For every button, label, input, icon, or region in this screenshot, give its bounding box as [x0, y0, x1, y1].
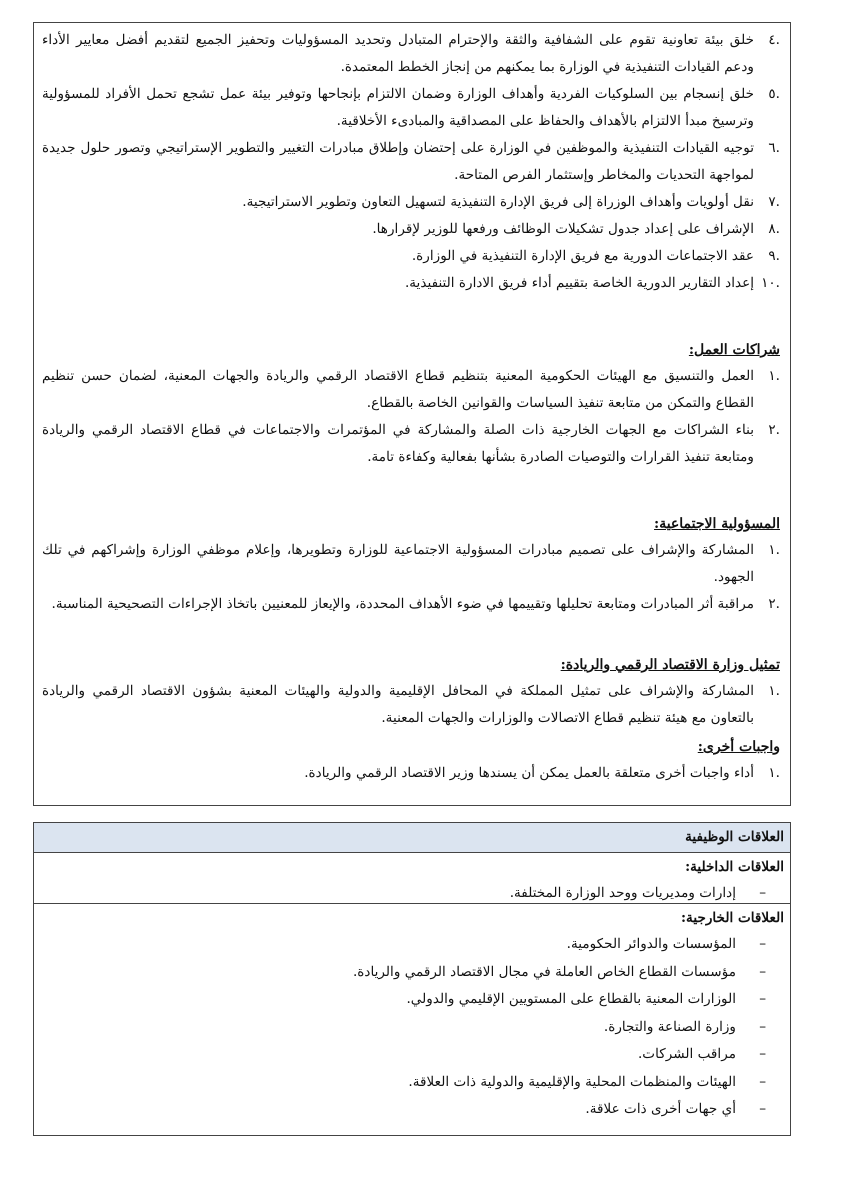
dash-bullet: – — [759, 885, 766, 901]
item-number: .٦ — [768, 140, 780, 156]
item-number: .٥ — [768, 86, 780, 102]
item-text: مراقبة أثر المبادرات ومتابعة تحليلها وتقييمها في ضوء الأهداف المحددة، والإيعاز للمعنيين باتخاذ الإجراءات التصحيحية المناسبة. — [51, 596, 754, 612]
duties-box — [33, 22, 791, 806]
item-text: المشاركة والإشراف على تصميم مبادرات المسؤولية الاجتماعية للوزارة وتطويرها، وإعلام موظفي الوزارة وإشراكهم في تلك الجهود. — [42, 542, 754, 585]
item-text: خلق بيئة تعاونية تقوم على الشفافية والثقة والإحترام المتبادل وتحديد المسؤوليات وتحفيز الجميع لتقديم أفضل معايير الأداء ودعم القيادات التنفيذية في الوزارة بما يمكنهم من إنجاز الخطط المعتمدة. — [42, 32, 754, 75]
list-item — [42, 135, 780, 189]
dash-bullet: – — [759, 1046, 766, 1062]
item-text: إعداد التقارير الدورية الخاصة بتقييم أداء فريق الادارة التنفيذية. — [404, 275, 754, 291]
item-text: وزارة الصناعة والتجارة. — [603, 1018, 736, 1035]
dash-bullet: – — [759, 1101, 766, 1117]
internal-relations — [34, 853, 790, 904]
internal-relations-list — [40, 880, 784, 908]
list-item — [42, 417, 780, 471]
list-item — [40, 1014, 784, 1042]
dash-bullet: – — [759, 991, 766, 1007]
list-item — [40, 1041, 784, 1069]
item-text: توجيه القيادات التنفيذية والموظفين في الوزارة على إحتضان وإطلاق مبادرات التغيير والتطوير الإستراتيجي وتصور حلول جديدة لمواجهة التحديات والمخاطر وإستثمار الفرص المتاحة. — [42, 140, 754, 183]
item-number: .١ — [768, 542, 780, 558]
continued-duties-list — [42, 27, 780, 297]
other-duties-list — [42, 760, 780, 787]
representation-list — [42, 678, 780, 732]
list-item — [40, 986, 784, 1014]
item-text: أداء واجبات أخرى متعلقة بالعمل يمكن أن يسندها وزير الاقتصاد الرقمي والريادة. — [304, 765, 754, 781]
item-text: الوزارات المعنية بالقطاع على المستويين الإقليمي والدولي. — [406, 991, 736, 1007]
internal-relations-title: العلاقات الداخلية: — [685, 859, 784, 875]
item-number: .٨ — [768, 221, 780, 237]
item-text: مؤسسات القطاع الخاص العاملة في مجال الاقتصاد الرقمي والريادة. — [352, 963, 736, 980]
dash-bullet: – — [759, 963, 766, 980]
item-text: خلق إنسجام بين السلوكيات الفردية وأهداف الوزارة وضمان الالتزام بإنجاحها وتوفير بيئة عمل تشجع تحمل الأفراد للمسؤولية وترسيخ مبدأ الالتزام بالأهداف والحفاظ على المصداقية والمبادىء الأخلاقية. — [42, 86, 754, 129]
section-title-representation: تمثيل وزارة الاقتصاد الرقمي والريادة: — [560, 657, 780, 673]
list-item — [40, 959, 784, 987]
item-text: بناء الشراكات مع الجهات الخارجية ذات الصلة والمشاركة في المؤتمرات والاجتماعات في قطاع الاقتصاد الرقمي والريادة ومتابعة تنفيذ القرارات والتوصيات الصادرة بشأنها بفعالية وكفاءة تامة. — [42, 422, 754, 465]
item-number: .١ — [768, 765, 780, 781]
item-text: نقل أولويات وأهداف الوزراة إلى فريق الإدارة التنفيذية لتسهيل التعاون وتطوير الاستراتيجية. — [242, 194, 754, 210]
item-text: إدارات ومديريات ووحد الوزارة المختلفة. — [509, 885, 736, 901]
item-text: العمل والتنسيق مع الهيئات الحكومية المعنية بتنظيم قطاع الاقتصاد الرقمي والريادة والجهات المعنية، لضمان حسن تنظيم القطاع والتمكن من متابعة تنفيذ السياسات والقوانين الخاصة بالقطاع. — [42, 368, 754, 411]
item-number: .٩ — [768, 248, 780, 264]
item-text: عقد الاجتماعات الدورية مع فريق الإدارة التنفيذية في الوزارة. — [411, 248, 754, 264]
list-item — [42, 591, 780, 618]
section-title-social-responsibility: المسؤولية الاجتماعية: — [654, 516, 780, 532]
item-text: أي جهات أخرى ذات علاقة. — [585, 1101, 736, 1117]
relations-table — [33, 822, 791, 1136]
item-number: .٤ — [768, 32, 780, 48]
list-item — [40, 880, 784, 908]
item-text: الهيئات والمنظمات المحلية والإقليمية والدولية ذات العلاقة. — [408, 1073, 736, 1090]
dash-bullet: – — [759, 1073, 766, 1090]
list-item — [42, 27, 780, 81]
item-text: مراقب الشركات. — [637, 1046, 736, 1062]
list-item — [40, 931, 784, 959]
list-item — [42, 189, 780, 216]
list-item — [42, 243, 780, 270]
list-item — [42, 537, 780, 591]
list-item — [42, 81, 780, 135]
item-number: .١ — [768, 683, 780, 699]
list-item — [42, 363, 780, 417]
list-item — [40, 1096, 784, 1124]
list-item — [42, 216, 780, 243]
item-number: .١٠ — [761, 275, 780, 291]
item-text: المؤسسات والدوائر الحكومية. — [566, 936, 736, 952]
list-item — [42, 270, 780, 297]
section-title-other-duties: واجبات أخرى: — [697, 739, 780, 755]
list-item — [42, 760, 780, 787]
external-relations — [34, 904, 790, 1128]
item-number: .٢ — [768, 422, 780, 438]
dash-bullet: – — [759, 936, 766, 952]
relations-header: العلاقات الوظيفية — [34, 823, 790, 853]
item-number: .٧ — [768, 194, 780, 210]
external-relations-list — [40, 931, 784, 1124]
item-text: المشاركة والإشراف على تمثيل المملكة في المحافل الإقليمية والدولية والهيئات المعنية بشؤون الاقتصاد الرقمي والريادة بالتعاون مع هيئة تنظيم قطاع الاتصالات والوزارات والجهات المعنية. — [42, 683, 754, 726]
item-text: الإشراف على إعداد جدول تشكيلات الوظائف ورفعها للوزير لإقرارها. — [372, 221, 754, 237]
section-title-partnerships: شراكات العمل: — [688, 342, 780, 358]
partnerships-list — [42, 363, 780, 471]
list-item — [42, 678, 780, 732]
external-relations-title: العلاقات الخارجية: — [681, 910, 784, 926]
social-responsibility-list — [42, 537, 780, 618]
list-item — [40, 1069, 784, 1097]
item-number: .٢ — [768, 596, 780, 612]
dash-bullet: – — [759, 1018, 766, 1035]
item-number: .١ — [768, 368, 780, 384]
